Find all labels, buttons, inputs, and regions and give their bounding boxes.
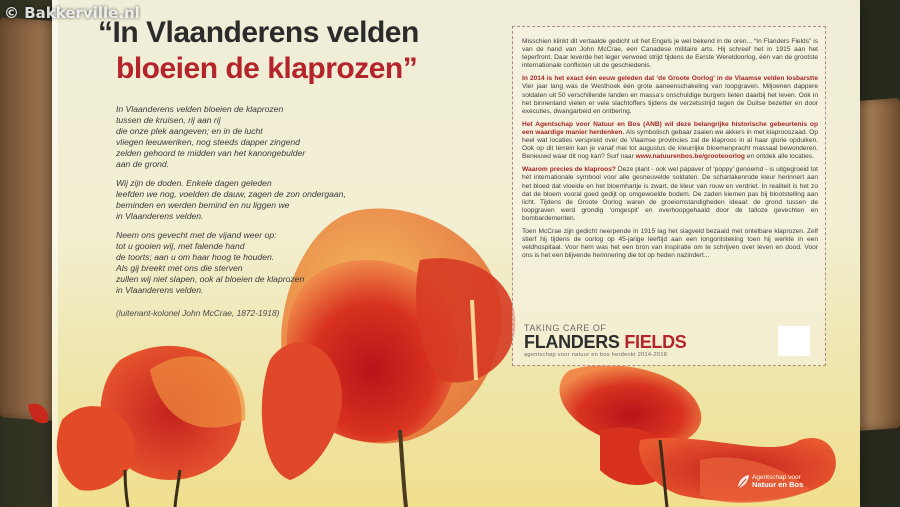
leaf-logo-icon — [736, 474, 750, 490]
flanders-fields-logo — [524, 332, 687, 353]
poem-line: Als gij breekt met ons die sterven — [116, 263, 243, 273]
poem-line: in Vlaanderens velden. — [116, 285, 204, 295]
poem-line: zullen wij niet slapen, ook al bloeien de klaprozen — [116, 274, 305, 284]
info-paragraph-4 — [522, 166, 818, 223]
info-heading-3: Het Agentschap voor Natuur en Bos (ANB) wil deze belangrijke historische gebeurtenis op een waardige manier herdenken. — [522, 120, 818, 136]
info-body-3: Als symbolisch gebaar zaaien we akkers in met klaprooszaad. Op heel wat locaties verspreid over de Vlaamse provincies zal de klaproos in al haar glorie opduiken. Ook op dit terrein kan je vanaf mei tot augustus de kleurrijke bloemenpracht massaal bewonderen. Benieuwd waar dit nog kan? Surf naar — [522, 128, 819, 161]
natuurenbos-link[interactable]: www.natuurenbos.be/grooteoorlog — [635, 153, 745, 161]
info-text-block — [522, 38, 818, 265]
watermark-text: © Bakkerville.nl — [4, 4, 140, 22]
poem-attribution: (luitenant-kolonel John McCrae, 1872-1918) — [116, 308, 280, 318]
poem-stanza-2 — [116, 178, 386, 222]
poem-line: tussen de kruisen, rij aan rij — [116, 115, 221, 125]
info-tail-3: en ontdek alle locaties. — [746, 153, 814, 161]
info-body-4: Deze plant - ook wel papaver of ‘poppy’ genoemd - is uitgegroeid tot hét internationale symbool voor alle gesneuvelde soldaten. De scharlakenrode kleur herinnert aan het bloed dat vloeide en het bloemhartje is zwart, de kleur van rouw en verdriet. In realiteit is het zo dat de bloem vooral goed gedijt op omgewoelde bodem. De zaden kiemen pas bij blootstelling aan licht. Tijdens de Groote Oorlog waren de groeiomstandigheden ideaal: de grond tussen de loopgraven werd grondig ‘omgespit’ en overhoopgehaald door de talloze gevechten en bombardementen. — [522, 166, 818, 222]
poem-line: vliegen leeuweriken, nog steeds dapper zingend — [116, 137, 300, 147]
poem-stanza-3 — [116, 230, 386, 296]
info-heading-4: Waarom precies de klaproos? — [522, 166, 616, 174]
poem-text — [116, 104, 386, 304]
qr-code-icon[interactable] — [778, 326, 810, 356]
sign-title-line1: “In Vlaanderens velden — [98, 16, 419, 49]
poem-line: leefden we nog, voelden de dauw, zagen de zon ondergaan, — [116, 189, 346, 199]
info-paragraph-5: Toen McCrae zijn gedicht neerpende in 1915 lag het slagveld bezaaid met ontelbare klaprozen. Zelf stierf hij tijdens de oorlog op 45-jarige leeftijd aan een longontsteking toen hij werkte in een veldhospitaal. Voor hem was het een bron van inspiratie om te schrijven over leven en dood. Voor ons is het een blijvende herinnering die tot op heden nazindert... — [522, 227, 818, 260]
poem-line: In Vlaanderens velden bloeien de klaprozen — [116, 104, 284, 114]
poem-line: Neem ons gevecht met de vijand weer op: — [116, 230, 277, 240]
info-paragraph-2 — [522, 75, 818, 115]
brand-subline: agentschap voor natuur en bos herdenkt 2014-2018 — [524, 352, 668, 358]
info-heading-2: In 2014 is het exact één eeuw geleden dat ‘de Groote Oorlog’ in de Vlaamse velden losbarstte — [522, 75, 818, 83]
poem-line: die onze plek aangeven; en in de lucht — [116, 126, 263, 136]
sign-title-line2: bloeien de klaprozen” — [116, 52, 418, 85]
poppy-left — [28, 346, 245, 507]
anb-line-1: Agentschap voor — [752, 474, 801, 481]
brand-word-2: FIELDS — [624, 332, 687, 352]
poem-line: de toorts; aan u om haar hoog te houden. — [116, 252, 275, 262]
poem-line: aan de grond. — [116, 159, 170, 169]
anb-agency-logo — [752, 474, 803, 488]
poem-line: tot u gooien wij, met falende hand — [116, 241, 245, 251]
poem-line: zelden gehoord te midden van het kanongebulder — [116, 148, 306, 158]
info-body-2: Vier jaar lang was de Westhoek één grote aaneenschakeling van loopgraven. Miljoenen dappere soldaten uit 50 verschillende landen en massa’s onschuldige burgers lieten daarbij het leven. Ook in het binnenland vielen er vele slachtoffers tijdens de verzetsstrijd tegen de Duitse bezetter en door executies, dwangarbeid en ontbering. — [522, 83, 818, 115]
poem-line: in Vlaanderens velden. — [116, 211, 204, 221]
poem-line: Wij zijn de doden. Enkele dagen geleden — [116, 178, 272, 188]
anb-line-2: Natuur en Bos — [752, 480, 804, 489]
info-paragraph-1: Misschien klinkt dit vertaalde gedicht uit het Engels je wel bekend in de oren... “In Flanders Fields” is van de hand van John McCrae, een Canadese militaire arts. Hij schreef het in 1915 aan het Ieperfront. Daar leverde het leger verwoed strijd tijdens de Eerste Wereldoorlog, één van de grootste internationale conflicten uit de geschiedenis. — [522, 38, 818, 70]
brand-word-1: FLANDERS — [524, 332, 620, 352]
poem-stanza-1 — [116, 104, 386, 170]
poem-line: beminden en werden bemind en nu liggen we — [116, 200, 290, 210]
brand-tagline: TAKING CARE OF — [524, 323, 607, 333]
info-paragraph-3 — [522, 121, 818, 161]
